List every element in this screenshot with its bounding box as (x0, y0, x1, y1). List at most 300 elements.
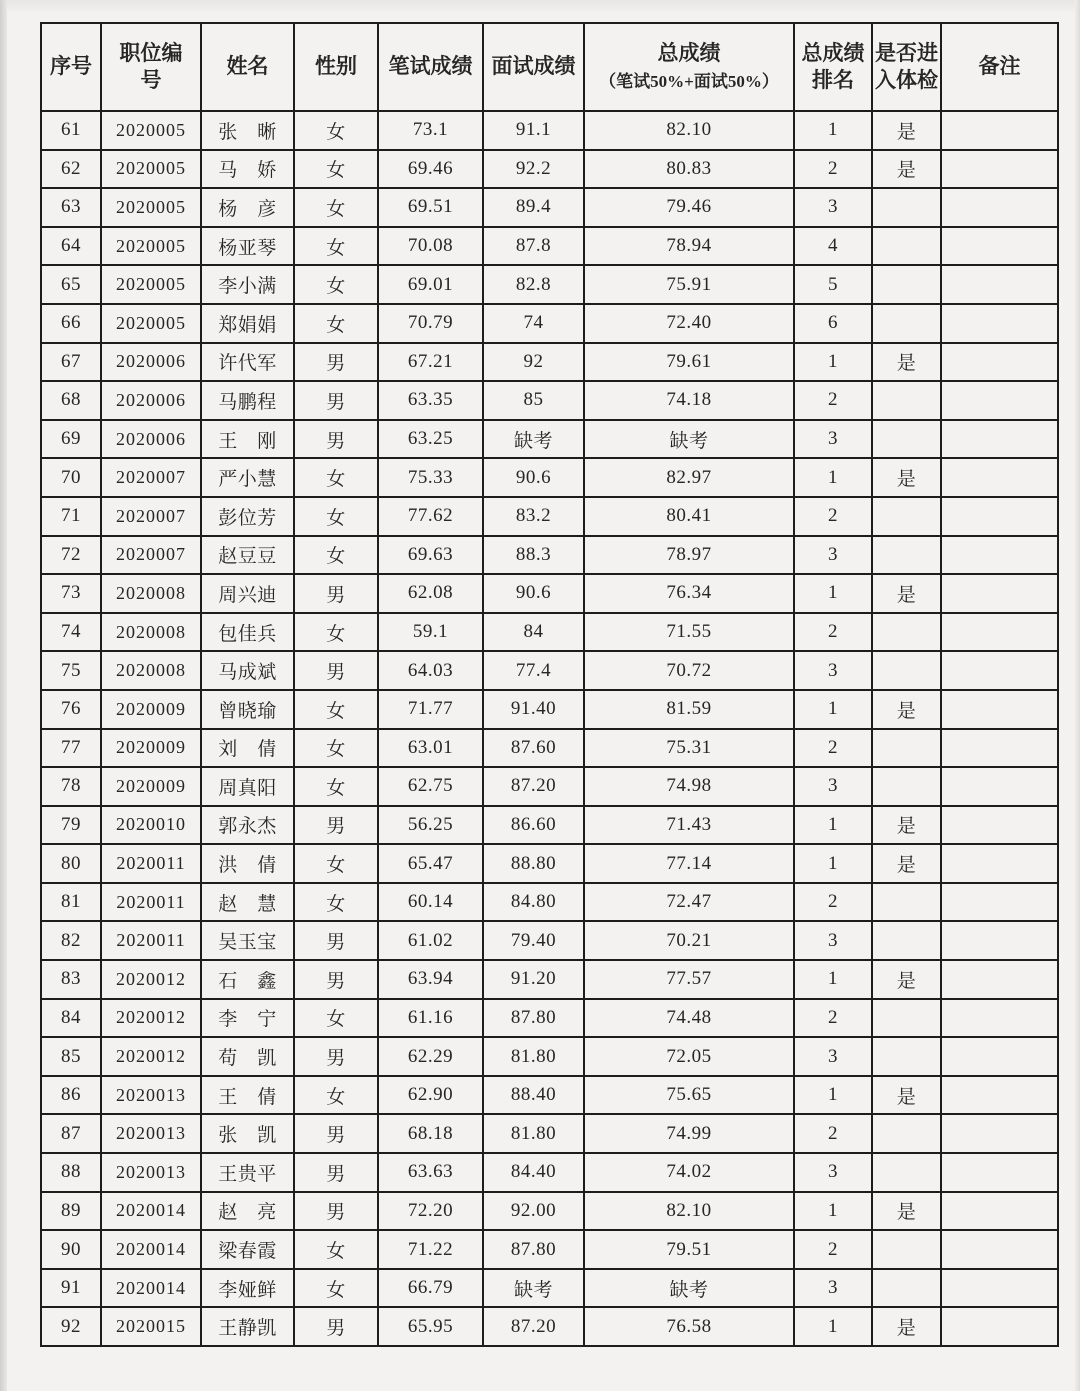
table-row (41, 999, 1058, 1038)
cell-seq: 80 (41, 844, 101, 883)
cell-physical: 是 (872, 844, 941, 883)
cell-gender: 男 (294, 1114, 378, 1153)
cell-total: 75.91 (584, 265, 794, 304)
cell-total: 75.65 (584, 1076, 794, 1115)
cell-name: 杨 彦 (201, 188, 294, 227)
cell-gender: 女 (294, 844, 378, 883)
cell-seq: 79 (41, 806, 101, 845)
cell-interview: 90.6 (483, 574, 584, 613)
cell-job_code: 2020006 (101, 343, 201, 382)
cell-rank: 2 (794, 381, 872, 420)
cell-rank: 1 (794, 960, 872, 999)
cell-interview: 81.80 (483, 1037, 584, 1076)
cell-job_code: 2020012 (101, 999, 201, 1038)
table-row (41, 960, 1058, 999)
cell-seq: 78 (41, 767, 101, 806)
cell-remark (941, 806, 1058, 845)
table-row (41, 883, 1058, 922)
cell-remark (941, 420, 1058, 459)
cell-rank: 3 (794, 921, 872, 960)
cell-seq: 85 (41, 1037, 101, 1076)
cell-interview: 87.80 (483, 999, 584, 1038)
cell-remark (941, 227, 1058, 266)
cell-name: 彭位芳 (201, 497, 294, 536)
cell-job_code: 2020005 (101, 150, 201, 189)
cell-remark (941, 1269, 1058, 1308)
cell-written: 67.21 (378, 343, 483, 382)
cell-remark (941, 921, 1058, 960)
cell-rank: 1 (794, 458, 872, 497)
cell-total: 76.34 (584, 574, 794, 613)
col-header-seq: 序号 (41, 23, 101, 111)
cell-physical (872, 265, 941, 304)
cell-seq: 66 (41, 304, 101, 343)
cell-gender: 女 (294, 729, 378, 768)
cell-job_code: 2020005 (101, 111, 201, 150)
cell-job_code: 2020012 (101, 960, 201, 999)
cell-gender: 男 (294, 420, 378, 459)
cell-rank: 1 (794, 111, 872, 150)
cell-interview: 缺考 (483, 1269, 584, 1308)
cell-total: 78.94 (584, 227, 794, 266)
header-row (41, 23, 1058, 111)
cell-physical (872, 536, 941, 575)
cell-rank: 1 (794, 690, 872, 729)
cell-written: 69.01 (378, 265, 483, 304)
cell-remark (941, 1076, 1058, 1115)
cell-job_code: 2020006 (101, 420, 201, 459)
cell-interview: 74 (483, 304, 584, 343)
cell-name: 吴玉宝 (201, 921, 294, 960)
cell-name: 王贵平 (201, 1153, 294, 1192)
cell-total: 74.99 (584, 1114, 794, 1153)
cell-physical: 是 (872, 806, 941, 845)
cell-seq: 76 (41, 690, 101, 729)
cell-name: 李 宁 (201, 999, 294, 1038)
cell-remark (941, 381, 1058, 420)
cell-name: 苟 凯 (201, 1037, 294, 1076)
cell-rank: 3 (794, 536, 872, 575)
cell-physical (872, 999, 941, 1038)
cell-job_code: 2020014 (101, 1230, 201, 1269)
cell-interview: 88.3 (483, 536, 584, 575)
cell-written: 75.33 (378, 458, 483, 497)
cell-written: 72.20 (378, 1192, 483, 1231)
table-row (41, 420, 1058, 459)
cell-written: 63.25 (378, 420, 483, 459)
cell-remark (941, 111, 1058, 150)
cell-rank: 2 (794, 1114, 872, 1153)
table-body (41, 111, 1058, 1346)
cell-written: 63.01 (378, 729, 483, 768)
cell-gender: 男 (294, 1307, 378, 1346)
cell-total: 81.59 (584, 690, 794, 729)
cell-physical: 是 (872, 1192, 941, 1231)
cell-interview: 85 (483, 381, 584, 420)
cell-rank: 1 (794, 1307, 872, 1346)
cell-written: 69.46 (378, 150, 483, 189)
cell-name: 王 刚 (201, 420, 294, 459)
cell-rank: 2 (794, 999, 872, 1038)
table-row (41, 651, 1058, 690)
cell-rank: 3 (794, 651, 872, 690)
table-row (41, 767, 1058, 806)
cell-seq: 62 (41, 150, 101, 189)
cell-rank: 2 (794, 729, 872, 768)
cell-total: 74.18 (584, 381, 794, 420)
cell-seq: 63 (41, 188, 101, 227)
cell-written: 62.75 (378, 767, 483, 806)
cell-physical: 是 (872, 1076, 941, 1115)
cell-total: 82.10 (584, 111, 794, 150)
cell-remark (941, 651, 1058, 690)
cell-physical (872, 921, 941, 960)
cell-written: 62.08 (378, 574, 483, 613)
cell-gender: 女 (294, 227, 378, 266)
cell-remark (941, 1037, 1058, 1076)
cell-job_code: 2020007 (101, 458, 201, 497)
cell-total: 79.51 (584, 1230, 794, 1269)
cell-rank: 6 (794, 304, 872, 343)
table-row (41, 497, 1058, 536)
cell-seq: 86 (41, 1076, 101, 1115)
cell-gender: 女 (294, 304, 378, 343)
cell-remark (941, 1192, 1058, 1231)
cell-physical (872, 420, 941, 459)
cell-job_code: 2020010 (101, 806, 201, 845)
cell-interview: 82.8 (483, 265, 584, 304)
cell-remark (941, 767, 1058, 806)
cell-total: 75.31 (584, 729, 794, 768)
cell-name: 梁春霞 (201, 1230, 294, 1269)
cell-name: 李小满 (201, 265, 294, 304)
cell-job_code: 2020015 (101, 1307, 201, 1346)
cell-job_code: 2020007 (101, 536, 201, 575)
cell-job_code: 2020005 (101, 304, 201, 343)
cell-rank: 3 (794, 1269, 872, 1308)
cell-name: 杨亚琴 (201, 227, 294, 266)
cell-total: 70.72 (584, 651, 794, 690)
cell-job_code: 2020009 (101, 767, 201, 806)
cell-remark (941, 729, 1058, 768)
cell-job_code: 2020005 (101, 265, 201, 304)
cell-name: 刘 倩 (201, 729, 294, 768)
cell-seq: 61 (41, 111, 101, 150)
cell-name: 赵 亮 (201, 1192, 294, 1231)
cell-gender: 男 (294, 651, 378, 690)
cell-gender: 女 (294, 690, 378, 729)
cell-gender: 女 (294, 188, 378, 227)
cell-physical: 是 (872, 458, 941, 497)
cell-interview: 84 (483, 613, 584, 652)
cell-gender: 女 (294, 1269, 378, 1308)
col-header-gender: 性别 (294, 23, 378, 111)
table-row (41, 1269, 1058, 1308)
cell-name: 郭永杰 (201, 806, 294, 845)
cell-remark (941, 960, 1058, 999)
cell-gender: 男 (294, 960, 378, 999)
cell-job_code: 2020005 (101, 227, 201, 266)
cell-seq: 75 (41, 651, 101, 690)
cell-name: 石 鑫 (201, 960, 294, 999)
cell-written: 61.02 (378, 921, 483, 960)
cell-interview: 91.20 (483, 960, 584, 999)
table-row (41, 1230, 1058, 1269)
cell-interview: 91.1 (483, 111, 584, 150)
cell-interview: 92.00 (483, 1192, 584, 1231)
cell-written: 69.51 (378, 188, 483, 227)
cell-physical: 是 (872, 690, 941, 729)
cell-remark (941, 265, 1058, 304)
cell-written: 63.63 (378, 1153, 483, 1192)
cell-interview: 81.80 (483, 1114, 584, 1153)
cell-seq: 65 (41, 265, 101, 304)
cell-interview: 79.40 (483, 921, 584, 960)
cell-written: 64.03 (378, 651, 483, 690)
cell-total: 74.02 (584, 1153, 794, 1192)
cell-gender: 女 (294, 767, 378, 806)
table-row (41, 844, 1058, 883)
results-table (40, 22, 1059, 1347)
table-row (41, 613, 1058, 652)
table-row (41, 111, 1058, 150)
col-header-rank: 总成绩排名 (794, 23, 872, 111)
cell-job_code: 2020014 (101, 1269, 201, 1308)
cell-gender: 女 (294, 111, 378, 150)
cell-total: 82.97 (584, 458, 794, 497)
cell-job_code: 2020007 (101, 497, 201, 536)
cell-written: 71.22 (378, 1230, 483, 1269)
cell-name: 赵 慧 (201, 883, 294, 922)
cell-remark (941, 1230, 1058, 1269)
cell-rank: 2 (794, 883, 872, 922)
col-header-job_code: 职位编号 (101, 23, 201, 111)
cell-interview: 87.80 (483, 1230, 584, 1269)
cell-gender: 女 (294, 1230, 378, 1269)
cell-physical: 是 (872, 1307, 941, 1346)
cell-rank: 2 (794, 150, 872, 189)
cell-physical (872, 188, 941, 227)
table-row (41, 188, 1058, 227)
cell-physical (872, 883, 941, 922)
cell-seq: 92 (41, 1307, 101, 1346)
cell-written: 62.29 (378, 1037, 483, 1076)
cell-interview: 90.6 (483, 458, 584, 497)
cell-written: 62.90 (378, 1076, 483, 1115)
cell-interview: 87.8 (483, 227, 584, 266)
cell-written: 56.25 (378, 806, 483, 845)
cell-physical (872, 1114, 941, 1153)
cell-job_code: 2020006 (101, 381, 201, 420)
cell-name: 张 凯 (201, 1114, 294, 1153)
cell-name: 周真阳 (201, 767, 294, 806)
cell-written: 70.79 (378, 304, 483, 343)
cell-job_code: 2020012 (101, 1037, 201, 1076)
cell-seq: 82 (41, 921, 101, 960)
cell-interview: 87.20 (483, 1307, 584, 1346)
cell-job_code: 2020013 (101, 1114, 201, 1153)
cell-seq: 88 (41, 1153, 101, 1192)
cell-remark (941, 574, 1058, 613)
cell-remark (941, 497, 1058, 536)
cell-written: 63.35 (378, 381, 483, 420)
cell-remark (941, 844, 1058, 883)
cell-rank: 3 (794, 188, 872, 227)
cell-total: 71.43 (584, 806, 794, 845)
table-row (41, 806, 1058, 845)
cell-gender: 女 (294, 999, 378, 1038)
cell-gender: 女 (294, 883, 378, 922)
cell-written: 61.16 (378, 999, 483, 1038)
cell-seq: 74 (41, 613, 101, 652)
table-row (41, 690, 1058, 729)
table-row (41, 921, 1058, 960)
cell-gender: 男 (294, 574, 378, 613)
cell-total: 77.57 (584, 960, 794, 999)
cell-remark (941, 188, 1058, 227)
cell-gender: 男 (294, 1153, 378, 1192)
cell-physical (872, 227, 941, 266)
cell-rank: 1 (794, 1076, 872, 1115)
cell-written: 77.62 (378, 497, 483, 536)
cell-rank: 2 (794, 1230, 872, 1269)
cell-physical: 是 (872, 111, 941, 150)
cell-physical (872, 1037, 941, 1076)
cell-seq: 83 (41, 960, 101, 999)
cell-gender: 男 (294, 921, 378, 960)
cell-interview: 88.40 (483, 1076, 584, 1115)
cell-physical: 是 (872, 150, 941, 189)
cell-physical (872, 497, 941, 536)
cell-rank: 1 (794, 806, 872, 845)
cell-total: 74.48 (584, 999, 794, 1038)
cell-name: 许代军 (201, 343, 294, 382)
cell-physical (872, 381, 941, 420)
cell-name: 赵豆豆 (201, 536, 294, 575)
cell-remark (941, 150, 1058, 189)
cell-interview: 87.20 (483, 767, 584, 806)
cell-interview: 92.2 (483, 150, 584, 189)
table-row (41, 150, 1058, 189)
table-row (41, 343, 1058, 382)
cell-total: 77.14 (584, 844, 794, 883)
cell-name: 郑娟娟 (201, 304, 294, 343)
cell-rank: 1 (794, 844, 872, 883)
cell-name: 马 娇 (201, 150, 294, 189)
cell-written: 66.79 (378, 1269, 483, 1308)
cell-interview: 83.2 (483, 497, 584, 536)
col-header-interview: 面试成绩 (483, 23, 584, 111)
cell-rank: 5 (794, 265, 872, 304)
cell-name: 马鹏程 (201, 381, 294, 420)
col-header-written: 笔试成绩 (378, 23, 483, 111)
cell-total: 72.47 (584, 883, 794, 922)
cell-total: 74.98 (584, 767, 794, 806)
cell-total: 70.21 (584, 921, 794, 960)
cell-seq: 81 (41, 883, 101, 922)
table-row (41, 1153, 1058, 1192)
cell-job_code: 2020011 (101, 883, 201, 922)
cell-name: 王 倩 (201, 1076, 294, 1115)
table-row (41, 458, 1058, 497)
cell-seq: 68 (41, 381, 101, 420)
cell-job_code: 2020009 (101, 729, 201, 768)
cell-rank: 1 (794, 343, 872, 382)
table-row (41, 1114, 1058, 1153)
cell-written: 60.14 (378, 883, 483, 922)
cell-gender: 男 (294, 1037, 378, 1076)
cell-remark (941, 1114, 1058, 1153)
cell-total: 72.40 (584, 304, 794, 343)
cell-seq: 64 (41, 227, 101, 266)
cell-gender: 男 (294, 806, 378, 845)
cell-remark (941, 1307, 1058, 1346)
cell-remark (941, 343, 1058, 382)
cell-name: 张 晰 (201, 111, 294, 150)
cell-total: 79.46 (584, 188, 794, 227)
cell-job_code: 2020013 (101, 1153, 201, 1192)
table-row (41, 1307, 1058, 1346)
cell-gender: 男 (294, 1192, 378, 1231)
cell-seq: 73 (41, 574, 101, 613)
cell-seq: 77 (41, 729, 101, 768)
cell-job_code: 2020009 (101, 690, 201, 729)
cell-written: 73.1 (378, 111, 483, 150)
cell-rank: 3 (794, 1153, 872, 1192)
col-header-name: 姓名 (201, 23, 294, 111)
cell-written: 69.63 (378, 536, 483, 575)
cell-seq: 70 (41, 458, 101, 497)
cell-written: 63.94 (378, 960, 483, 999)
cell-job_code: 2020011 (101, 844, 201, 883)
cell-physical: 是 (872, 574, 941, 613)
cell-name: 严小慧 (201, 458, 294, 497)
cell-name: 包佳兵 (201, 613, 294, 652)
cell-remark (941, 690, 1058, 729)
cell-interview: 84.40 (483, 1153, 584, 1192)
cell-gender: 女 (294, 497, 378, 536)
cell-seq: 89 (41, 1192, 101, 1231)
cell-interview: 92 (483, 343, 584, 382)
table-row (41, 227, 1058, 266)
cell-interview: 86.60 (483, 806, 584, 845)
cell-seq: 69 (41, 420, 101, 459)
cell-gender: 男 (294, 381, 378, 420)
cell-job_code: 2020008 (101, 651, 201, 690)
cell-gender: 女 (294, 265, 378, 304)
cell-total: 缺考 (584, 420, 794, 459)
cell-physical (872, 651, 941, 690)
cell-physical: 是 (872, 343, 941, 382)
cell-job_code: 2020008 (101, 574, 201, 613)
cell-total: 缺考 (584, 1269, 794, 1308)
cell-gender: 女 (294, 1076, 378, 1115)
cell-total: 79.61 (584, 343, 794, 382)
cell-written: 65.47 (378, 844, 483, 883)
cell-physical (872, 1269, 941, 1308)
cell-interview: 87.60 (483, 729, 584, 768)
col-header-physical: 是否进入体检 (872, 23, 941, 111)
cell-job_code: 2020005 (101, 188, 201, 227)
cell-seq: 87 (41, 1114, 101, 1153)
page-edge-shadow-top (0, 0, 1080, 14)
cell-physical (872, 729, 941, 768)
cell-remark (941, 458, 1058, 497)
cell-written: 68.18 (378, 1114, 483, 1153)
cell-seq: 72 (41, 536, 101, 575)
table-row (41, 265, 1058, 304)
cell-total: 72.05 (584, 1037, 794, 1076)
